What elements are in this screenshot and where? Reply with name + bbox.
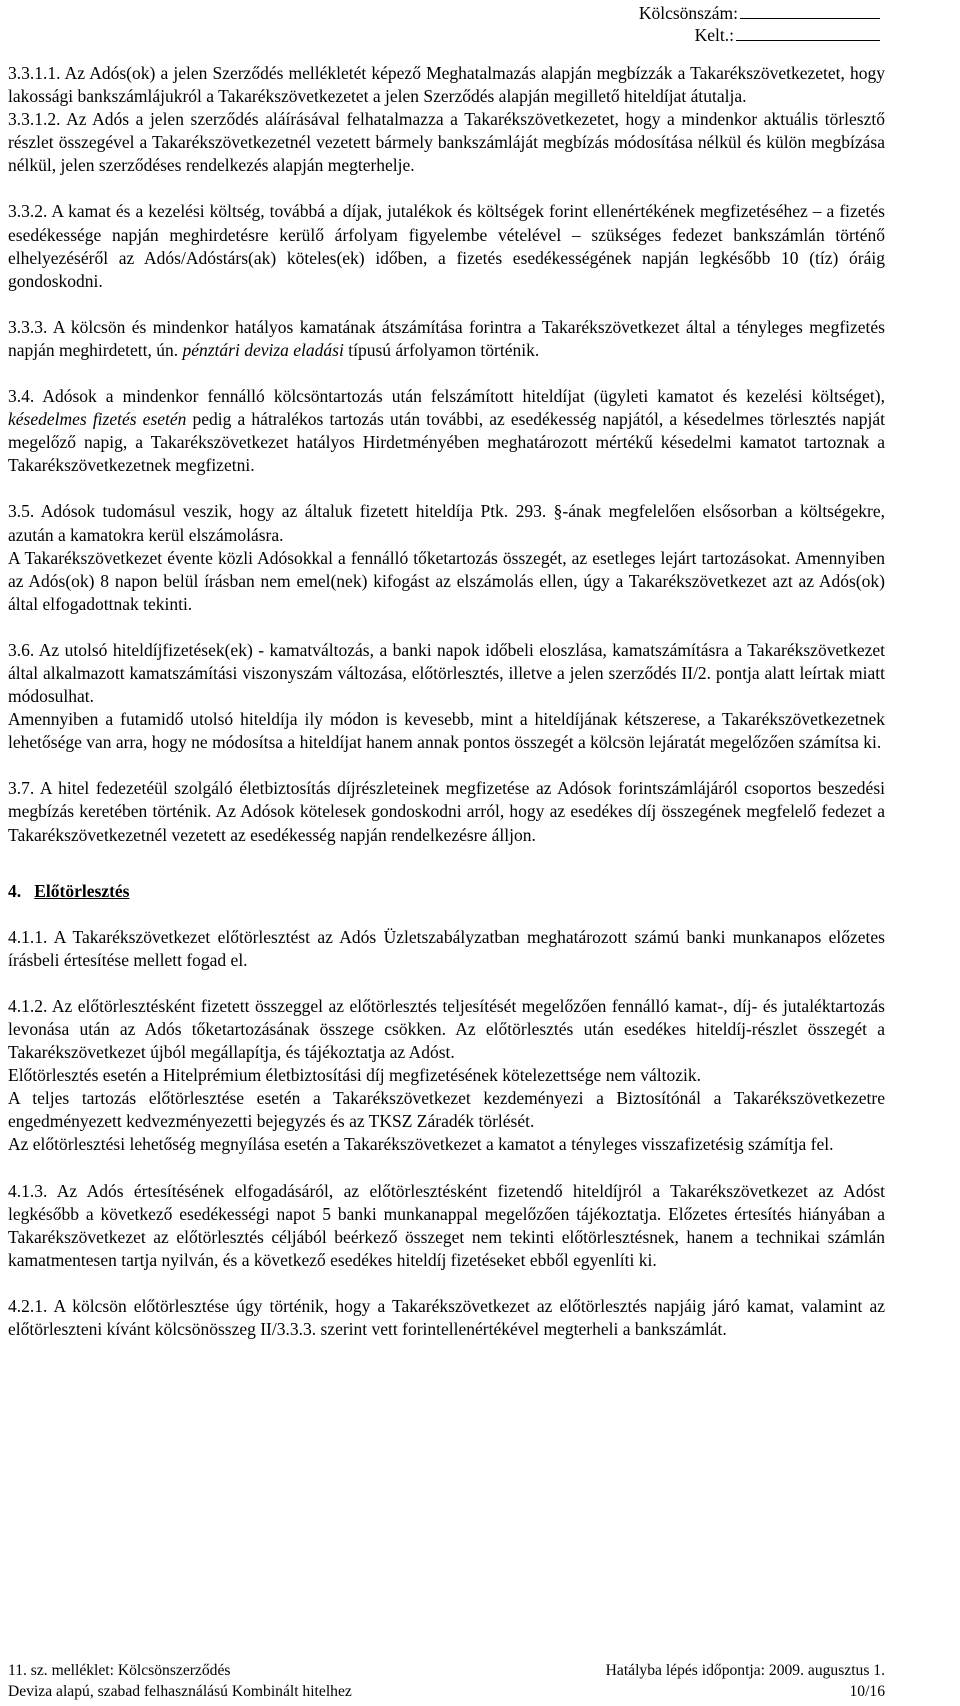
paragraph-4-1-3: 4.1.3. Az Adós értesítésének elfogadásáról, az előtörlesztésként fizetendő hiteldíjról a Takarékszövetkezet az Adóst legkésőbb a következő esedékességi napot 5 banki munkanappal megelőzően tájékoztatja. Előzetes értesítés hiányában a Takarékszövetkezet az előtörlesztés céljából beérkező összeget nem tekinti előtörlesztésnek, hanem a technikai számlán kamatmentesen tartja nyilván, és a következő esedékes hiteldíj fizetéseket ebből egyenlíti ki. [8, 1180, 885, 1270]
paragraph-4-1-2-interest: Az előtörlesztési lehetőség megnyílása esetén a Takarékszövetkezet a kamatot a tényleges visszafizetésig számítja fel. [8, 1134, 834, 1155]
paragraph-3-3-1-2: 3.3.1.2. Az Adós a jelen szerződés aláírásával felhatalmazza a Takarékszövetkezetet, hogy a mindenkor aktuális törlesztő részlet összegével a Takarékszövetkezetnél vezetett bármely bankszámláját megbízás módosítása nélkül és külön megbízása nélkül, jelen szerződéses rendelkezés alapján megterhelje. [8, 109, 885, 176]
paragraph-3-4: 3.4. Adósok a mindenkor fennálló kölcsöntartozás után felszámított hiteldíjat (ügyleti kamatot és kezelési költséget), késedelmes fizetés esetén pedig a hátralékos tartozás után további, az esedékesség napjától, a késedelmes törlesztés napját megelőző napig, a Takarékszövetkezet hatályos Hirdetményében meghatározott mértékű késedelmi kamatot tartoznak a Takarékszövetkezetnek megfizetni. [8, 386, 885, 476]
date-line [639, 24, 880, 46]
document-body [8, 62, 885, 1341]
loan-number-blank [740, 2, 880, 19]
date-label: Kelt.: [694, 25, 734, 45]
emphasis-late-payment: késedelmes fizetés esetén [8, 409, 187, 430]
page-number: 10/16 [849, 1683, 885, 1700]
paragraph-3-5: 3.5. Adósok tudomásul veszik, hogy az általuk fizetett hiteldíja Ptk. 293. §-ának megfelelően elsősorban a költségekre, azután a kamatokra kerül elszámolásra. [8, 501, 885, 545]
document-header [639, 2, 880, 46]
paragraph-3-7: 3.7. A hitel fedezetéül szolgáló életbiztosítás díjrészleteinek megfizetése az Adósok forintszámlájáról csoportos beszedési megbízás keretében történik. Az Adósok kötelesek gondoskodni arról, hogy az esedékes díj összegének megfelelő fedezet a Takarékszövetkezetnél vezetett az esedékesség napján rendelkezésre álljon. [8, 778, 885, 845]
paragraph-3-6: 3.6. Az utolsó hiteldíjfizetések(ek) - kamatváltozás, a banki napok időbeli eloszlása, kamatszámításra a Takarékszövetkezet által alkalmazott kamatszámítási viszonyszám változása, előtörlesztés, illetve a jelen szerződés II/2. pontja alatt leírtak miatt módosulhat. [8, 639, 885, 707]
paragraph-3-3-3: 3.3.3. A kölcsön és mindenkor hatályos kamatának átszámítása forintra a Takarékszövetkezet által a tényleges megfizetés napján meghirdetett, ún. pénztári deviza eladási típusú árfolyamon történik. [8, 316, 885, 360]
footer-line-2 [8, 1682, 885, 1702]
paragraph-3-3-2: 3.3.2. A kamat és a kezelési költség, továbbá a díjak, jutalékok és költségek forint ellenértékének megfizetéséhez – a fizetés esedékessége napján meghirdetésre kerülő árfolyam figyelembe vételével – szükséges fedezet bankszámlán történő elhelyezéséről az Adós/Adóstárs(ak) köteles(ek) időben, a fizetés esedékességének napján legkésőbb 10 (tíz) óráig gondoskodni. [8, 201, 885, 291]
loan-number-label: Kölcsönszám: [638, 3, 738, 23]
paragraph-3-6-last: Amennyiben a futamidő utolsó hiteldíja ily módon is kevesebb, mint a hiteldíjának kétszerese, a Takarékszövetkezetnek lehetősége van arra, hogy ne módosítsa a hiteldíjat hanem annak pontos összegét a kölcsön lejáratát megelőzően számítsa ki. [8, 709, 885, 753]
paragraph-3-5-annual: A Takarékszövetkezet évente közli Adósokkal a fennálló tőketartozás összegét, az esetleges lejárt tartozásokat. Amennyiben az Adós(ok) 8 napon belül írásban nem emel(nek) kifogást az elszámolás ellen, úgy a Takarékszövetkezet azt az Adós(ok) által elfogadottnak tekinti. [8, 547, 885, 614]
paragraph-3-3-1-1: 3.3.1.1. Az Adós(ok) a jelen Szerződés mellékletét képező Meghatalmazás alapján megbízzák a Takarékszövetkezetet, hogy lakossági bankszámlájukról a Takarékszövetkezetet a jelen Szerződés alapján megillető hiteldíjat átutalja. [8, 63, 885, 107]
date-blank [736, 24, 880, 41]
paragraph-4-1-1: 4.1.1. A Takarékszövetkezet előtörlesztést az Adós Üzletszabályzatban meghatározott számú banki munkanapos előzetes írásbeli értesítése mellett fogad el. [8, 926, 885, 970]
emphasis-cash-rate: pénztári deviza eladási [182, 339, 344, 360]
section-heading-4: 4. Előtörlesztés [8, 880, 130, 901]
footer-annex: 11. sz. melléklet: Kölcsönszerződés [8, 1662, 231, 1679]
footer-loan-type: Deviza alapú, szabad felhasználású Kombinált hitelhez [8, 1683, 352, 1700]
paragraph-4-1-2-full: A teljes tartozás előtörlesztése esetén a Takarékszövetkezet kezdeményezi a Biztosítónál a Takarékszövetkezetre engedményezett kedvezményezetti bejegyzés és az TKSZ Záradék törlését. [8, 1088, 885, 1132]
footer-effective-date: Hatályba lépés időpontja: 2009. augusztus 1. [605, 1662, 885, 1679]
paragraph-4-1-2: 4.1.2. Az előtörlesztésként fizetett összeggel az előtörlesztés teljesítését megelőzően fennálló kamat-, díj- és jutaléktartozás levonása után az Adós tőketartozásának összege csökken. Az előtörlesztés után esedékes hiteldíj-részlet összegét a Takarékszövetkezet újból megállapítja, és tájékoztatja az Adóst. [8, 995, 885, 1063]
loan-number-line [639, 2, 880, 24]
paragraph-4-2-1: 4.2.1. A kölcsön előtörlesztése úgy történik, hogy a Takarékszövetkezet az előtörlesztés napjáig járó kamat, valamint az előtörleszteni kívánt kölcsönösszeg II/3.3.3. szerint vett forintellenértékével megterheli a bankszámlát. [8, 1295, 885, 1340]
section-title: Előtörlesztés [34, 880, 130, 901]
footer-line-1 [8, 1661, 885, 1681]
paragraph-4-1-2-premium: Előtörlesztés esetén a Hitelprémium életbiztosítási díj megfizetésének kötelezettsége nem változik. [8, 1065, 701, 1086]
